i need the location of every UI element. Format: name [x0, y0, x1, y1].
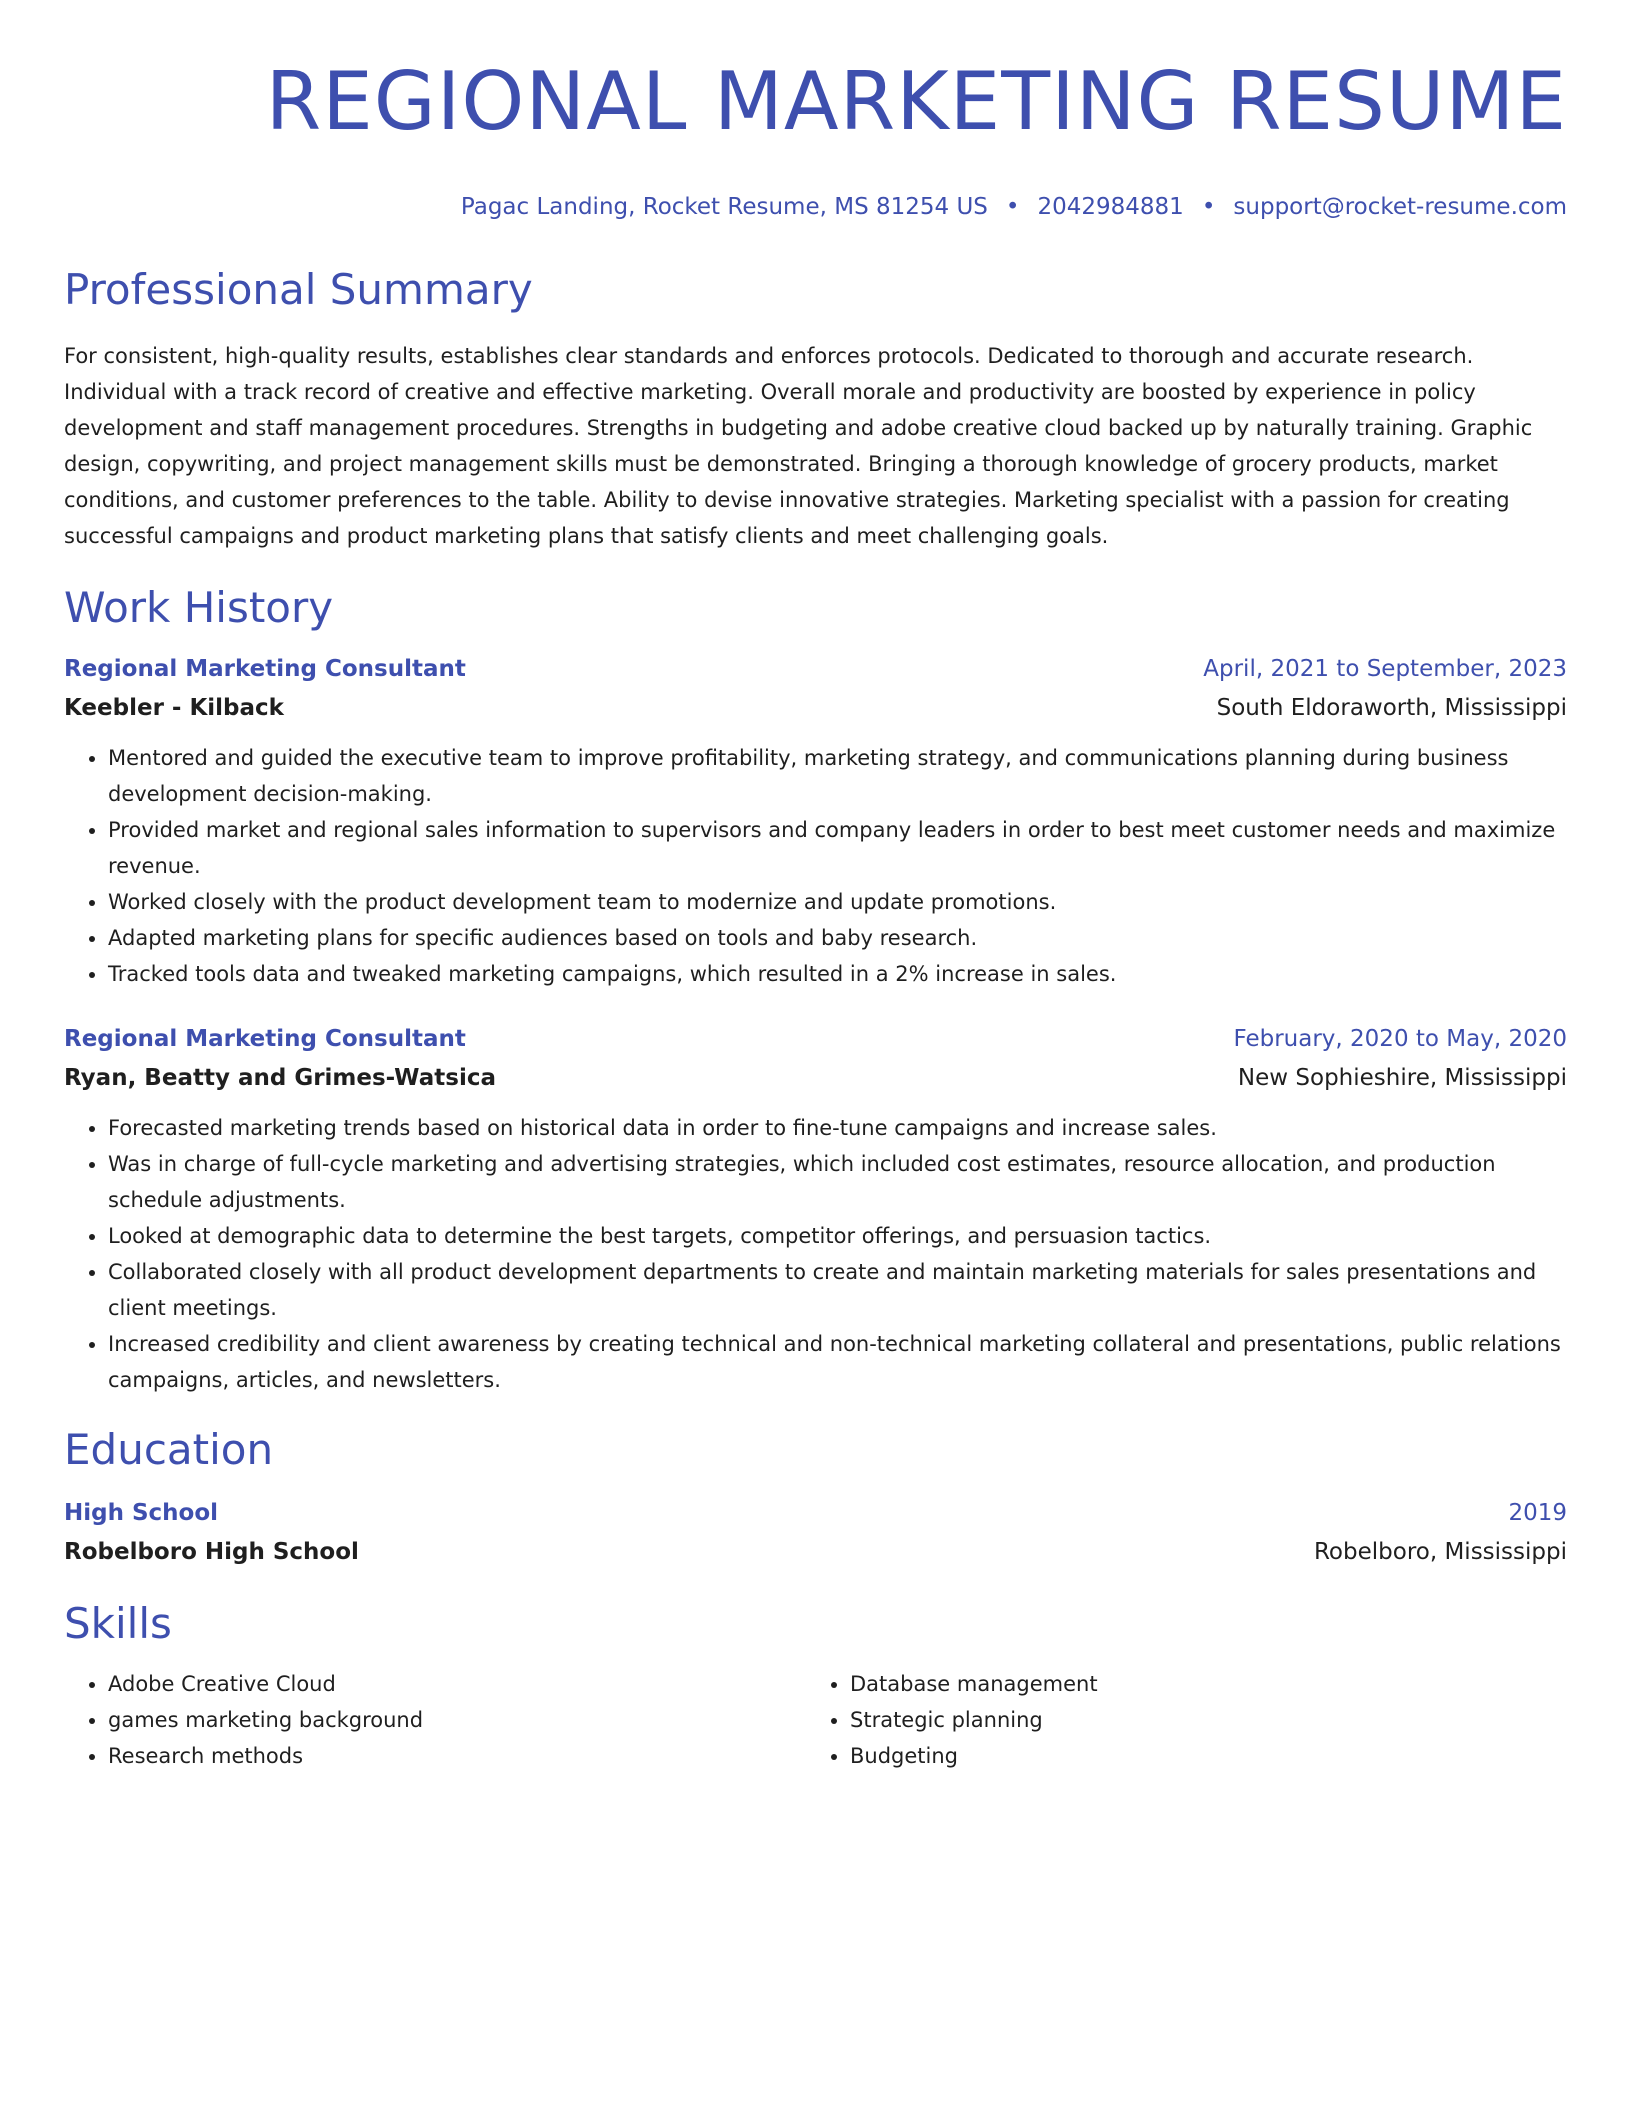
job-entry: [64, 650, 1567, 992]
contact-phone: 2042984881: [1037, 194, 1184, 220]
contact-separator: •: [1005, 194, 1020, 220]
skill-item: • Strategic planning: [850, 1702, 1548, 1738]
job-bullet: • Increased credibility and client awareness by creating technical and non-technical marketing collateral and presentations, public relations campaigns, articles, and newsletters.: [108, 1326, 1567, 1398]
job-company-row: [64, 688, 1567, 728]
job-company: Ryan, Beatty and Grimes-Watsica: [64, 1065, 496, 1091]
job-bullet: • Provided market and regional sales information to supervisors and company leaders in order to best meet customer needs and maximize revenue.: [108, 812, 1567, 884]
education-header-row: [64, 1494, 1567, 1532]
job-location: South Eldoraworth, Mississippi: [1216, 695, 1567, 721]
skills-grid: [64, 1666, 1567, 1774]
job-dates: February, 2020 to May, 2020: [1233, 1026, 1567, 1052]
job-bullet: • Forecasted marketing trends based on historical data in order to fine-tune campaigns and increase sales.: [108, 1110, 1567, 1146]
job-bullet-list: [64, 740, 1567, 992]
section-title-skills: Skills: [64, 1599, 172, 1648]
resume-header: [64, 0, 1567, 222]
contact-separator: •: [1201, 194, 1216, 220]
skill-item: • Research methods: [108, 1738, 806, 1774]
job-role: Regional Marketing Consultant: [64, 656, 466, 682]
education-degree: High School: [64, 1500, 219, 1526]
job-bullet: • Was in charge of full-cycle marketing and advertising strategies, which included cost estimates, resource allocation, and production schedule adjustments.: [108, 1146, 1567, 1218]
job-bullet: • Looked at demographic data to determine the best targets, competitor offerings, and persuasion tactics.: [108, 1218, 1567, 1254]
job-location: New Sophieshire, Mississippi: [1237, 1065, 1567, 1091]
job-bullet: • Collaborated closely with all product development departments to create and maintain marketing materials for sales presentations and client meetings.: [108, 1254, 1567, 1326]
job-bullet: • Adapted marketing plans for specific audiences based on tools and baby research.: [108, 920, 1567, 956]
job-dates: April, 2021 to September, 2023: [1203, 656, 1567, 682]
education-location: Robelboro, Mississippi: [1313, 1539, 1567, 1565]
section-title-education: Education: [64, 1425, 274, 1474]
job-bullet-list: [64, 1110, 1567, 1398]
skill-item: • Budgeting: [850, 1738, 1548, 1774]
skills-list: [64, 1666, 806, 1774]
education-school: Robelboro High School: [64, 1539, 359, 1565]
section-title-work-history: Work History: [64, 583, 334, 632]
section-title-summary: Professional Summary: [64, 265, 533, 314]
job-company: Keebler - Kilback: [64, 695, 284, 721]
job-bullet: • Mentored and guided the executive team to improve profitability, marketing strategy, and communications planning during business development decision-making.: [108, 740, 1567, 812]
education-school-row: [64, 1532, 1567, 1572]
job-header-row: [64, 1020, 1567, 1058]
resume-page: [64, 0, 1567, 1774]
contact-address: Pagac Landing, Rocket Resume, MS 81254 US: [460, 194, 988, 220]
contact-line: [64, 192, 1567, 222]
contact-email: support@rocket-resume.com: [1233, 194, 1567, 220]
skill-item: • games marketing background: [108, 1702, 806, 1738]
job-role: Regional Marketing Consultant: [64, 1026, 466, 1052]
job-bullet: • Worked closely with the product development team to modernize and update promotions.: [108, 884, 1567, 920]
job-entry: [64, 1020, 1567, 1398]
job-company-row: [64, 1058, 1567, 1098]
education-year: 2019: [1508, 1500, 1567, 1526]
skill-item: • Adobe Creative Cloud: [108, 1666, 806, 1702]
education-entry: [64, 1494, 1567, 1572]
skills-list: [806, 1666, 1548, 1774]
skills-column-left: [64, 1666, 806, 1774]
summary-text: For consistent, high-quality results, establishes clear standards and enforces protocols. Dedicated to thorough and accurate research. Individual with a track record of creative and effective marketing. Overall morale and productivity are boosted by experience in policy development and staff management procedures. Strengths in budgeting and adobe creative cloud backed up by naturally training. Graphic design, copywriting, and project management skills must be demonstrated. Bringing a thorough knowledge of grocery products, market conditions, and customer preferences to the table. Ability to devise innovative strategies. Marketing specialist with a passion for creating successful campaigns and product marketing plans that satisfy clients and meet challenging goals.: [64, 344, 1533, 548]
job-header-row: [64, 650, 1567, 688]
job-bullet: • Tracked tools data and tweaked marketing campaigns, which resulted in a 2% increase in sales.: [108, 956, 1567, 992]
resume-title: REGIONAL MARKETING RESUME: [265, 55, 1567, 148]
skills-column-right: [806, 1666, 1548, 1774]
skill-item: • Database management: [850, 1666, 1548, 1702]
